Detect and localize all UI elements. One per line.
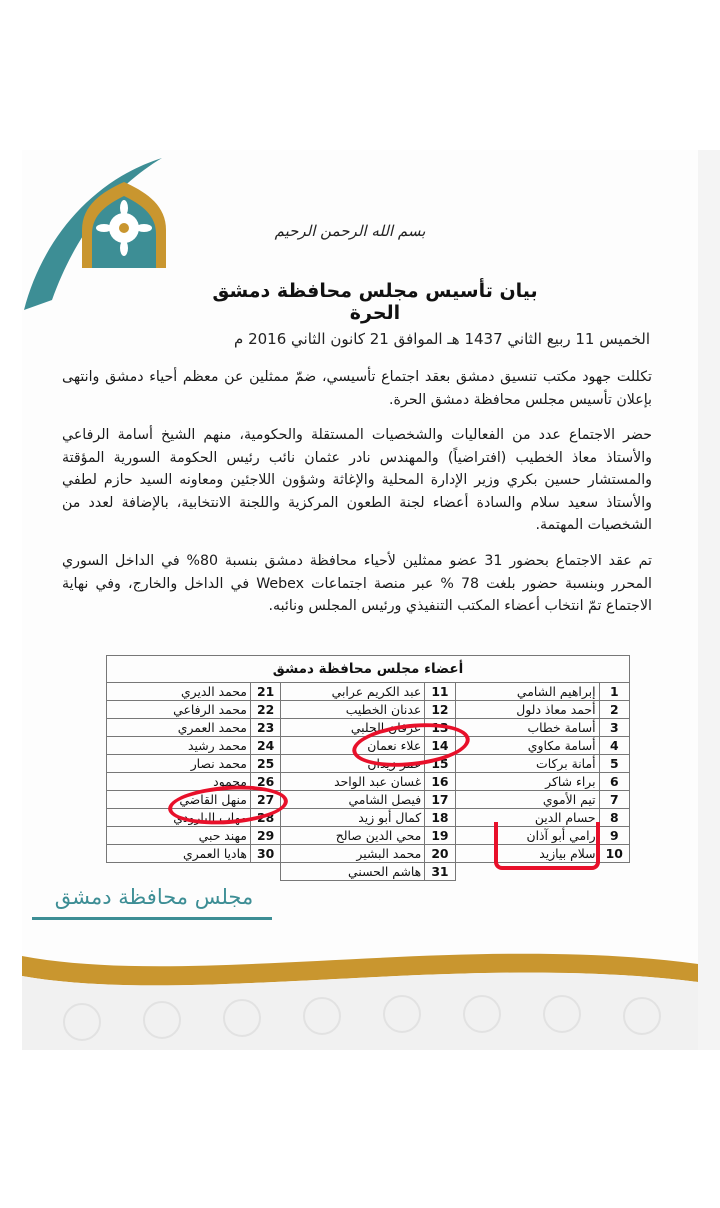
red-annotation-box-rami (494, 822, 600, 870)
members-table-title: أعضاء مجلس محافظة دمشق (107, 656, 630, 683)
basmala: بسم الله الرحمن الرحيم (274, 222, 426, 240)
table-row: 2 أحمد معاذ دلول 12 عدنان الخطيب 22 محمد الرفاعي (107, 701, 630, 719)
paragraph-meeting: تم عقد الاجتماع بحضور 31 عضو ممثلين لأحياء محافظة دمشق بنسبة 80% في الداخل السوري المحرر وبنسبة حضور بلغت 78 % عبر منصة اجتماعات Webex في الداخل والخارج، وفي نهاية الاجتماع تمّ انتخاب أعضاء المكتب التنفيذي ورئيس المجلس ونائبه. (62, 553, 653, 614)
table-row: 3 أسامة خطاب 13 عرفان الحلبي 23 محمد العمري (107, 719, 630, 737)
paragraph-intro: تكللت جهود مكتب تنسيق دمشق بعقد اجتماع تأسيسي، ضمّ ممثلين عن معظم أحياء دمشق وانتهى بإعلان تأسيس مجلس محافظة دمشق الحرة. (62, 369, 652, 408)
table-row: 9 رامي أبو آذان 19 محي الدين صالح 29 مهند حبي (107, 827, 630, 845)
paragraph-attendees: حضر الاجتماع عدد من الفعاليات والشخصيات المستقلة والحكومية، منهم الشيخ أسامة الرفاعي والأستاذ معاذ الخطيب (افتراضياً) والمهندس نادر عثمان نائب رئيس الحكومة السورية المؤقتة والمستشار حسين بكري وزير الإدارة المحلية والإغاثة وشؤون اللاجئين ومعاونه السيد حازم لطفي والأستاذ سعيد سلام والسادة أعضاء لجنة الطعون المركزية واللجنة الانتخابية، بالإضافة لعدد من الشخصيات المهتمة. (62, 427, 652, 533)
table-row: 1 إبراهيم الشامي 11 عبد الكريم عرابي 21 محمد الديري (107, 683, 630, 701)
footer-organization-name: مجلس محافظة دمشق (54, 885, 254, 909)
top-blank-bar (0, 0, 720, 150)
table-row: 31 هاشم الحسني (107, 863, 630, 881)
table-row: 5 أمانة بركات 15 عمر زيدان 25 محمد نصار (107, 755, 630, 773)
document-date: الخميس 11 ربيع الثاني 1437 هـ الموافق 21 كانون الثاني 2016 م (234, 330, 650, 348)
decorative-band (22, 942, 698, 1050)
table-row: 4 أسامة مكاوي 14 علاء نعمان 24 محمد رشيد (107, 737, 630, 755)
council-logo (22, 150, 182, 320)
table-row: 8 حسام الدين 18 كمال أبو زيد 28 مهاب البارودي (107, 809, 630, 827)
table-row: 6 براء شاكر 16 غسان عبد الواحد 26 محمود (107, 773, 630, 791)
document-title: بيان تأسيس مجلس محافظة دمشق الحرة (212, 280, 538, 324)
page-edge (698, 150, 720, 1050)
footer-divider (32, 917, 272, 920)
table-row: 10 سلام بيازيد 20 محمد البشير 30 هاديا العمري (107, 845, 630, 863)
table-row: 7 تيم الأموي 17 فيصل الشامي 27 منهل القاضي (107, 791, 630, 809)
